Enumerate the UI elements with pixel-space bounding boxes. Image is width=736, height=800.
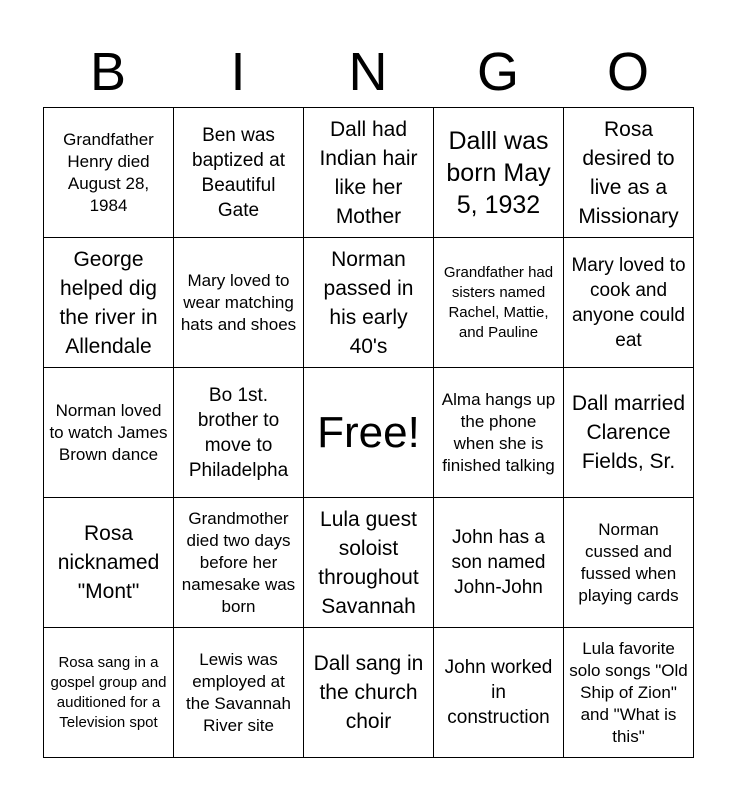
- bingo-cell[interactable]: [43, 627, 173, 757]
- cell-text: Norman loved to watch James Brown dance: [49, 400, 168, 464]
- bingo-header: [43, 38, 693, 106]
- cell-text: Rosa nicknamed "Mont": [57, 522, 160, 603]
- bingo-cell[interactable]: [43, 237, 173, 367]
- bingo-cell[interactable]: [43, 497, 173, 627]
- bingo-cell[interactable]: [433, 237, 563, 367]
- cell-text: John worked in construction: [444, 657, 553, 728]
- bingo-cell[interactable]: [173, 237, 303, 367]
- cell-text: Dall sang in the church choir: [313, 652, 424, 733]
- cell-text: Bo 1st. brother to move to Philadelpha: [188, 384, 289, 481]
- bingo-cell[interactable]: [43, 367, 173, 497]
- bingo-cell[interactable]: [433, 497, 563, 627]
- cell-text: John has a son named John-John: [451, 527, 546, 598]
- cell-text: Grandfather Henry died August 28, 1984: [63, 129, 154, 215]
- bingo-cell[interactable]: [303, 107, 433, 237]
- cell-text: Rosa desired to live as a Missionary: [578, 117, 679, 228]
- cell-text: Lula guest soloist throughout Savannah: [318, 507, 419, 618]
- cell-text: Mary loved to cook and anyone could eat: [571, 254, 686, 351]
- cell-text: Alma hangs up the phone when she is finished talking: [441, 389, 556, 475]
- cell-text: Dall had Indian hair like her Mother: [319, 117, 418, 228]
- cell-text: Dall married Clarence Fields, Sr.: [571, 392, 686, 473]
- bingo-cell[interactable]: [563, 497, 693, 627]
- free-space-text: Free!: [317, 407, 420, 457]
- header-letter-b: B: [89, 42, 127, 102]
- bingo-cell[interactable]: [173, 367, 303, 497]
- cell-text: Rosa sang in a gospel group and auditioned for a Television spot: [50, 653, 167, 731]
- bingo-cell[interactable]: [433, 367, 563, 497]
- cell-text: Lewis was employed at the Savannah River site: [186, 649, 291, 735]
- bingo-cell[interactable]: [173, 107, 303, 237]
- cell-text: Ben was baptized at Beautiful Gate: [192, 124, 285, 221]
- cell-text: Mary loved to wear matching hats and shoes: [180, 270, 297, 334]
- cell-text: Norman passed in his early 40's: [323, 247, 414, 358]
- cell-text: Grandfather had sisters named Rachel, Mattie, and Pauline: [443, 263, 554, 341]
- cell-text: George helped dig the river in Allendale: [59, 247, 158, 358]
- cell-text: Norman cussed and fussed when playing cards: [578, 519, 679, 605]
- free-space-cell[interactable]: [303, 367, 433, 497]
- bingo-board: [43, 107, 694, 758]
- cell-text: Lula favorite solo songs "Old Ship of Zion" and "What is this": [569, 638, 688, 746]
- bingo-cell[interactable]: [173, 497, 303, 627]
- bingo-cell[interactable]: [433, 627, 563, 757]
- header-letter-i: I: [230, 42, 246, 102]
- bingo-cell[interactable]: [563, 107, 693, 237]
- bingo-cell[interactable]: [43, 107, 173, 237]
- cell-text: Dalll was born May 5, 1932: [446, 126, 551, 219]
- bingo-cell[interactable]: [303, 497, 433, 627]
- cell-text: Grandmother died two days before her namesake was born: [181, 508, 296, 616]
- bingo-cell[interactable]: [303, 627, 433, 757]
- header-letter-g: G: [476, 42, 519, 102]
- bingo-cell[interactable]: [433, 107, 563, 237]
- bingo-cell[interactable]: [173, 627, 303, 757]
- bingo-cell[interactable]: [303, 237, 433, 367]
- bingo-cell[interactable]: [563, 237, 693, 367]
- header-letter-o: O: [606, 42, 649, 102]
- bingo-cell[interactable]: [563, 367, 693, 497]
- bingo-cell[interactable]: [563, 627, 693, 757]
- header-letter-n: N: [348, 42, 388, 102]
